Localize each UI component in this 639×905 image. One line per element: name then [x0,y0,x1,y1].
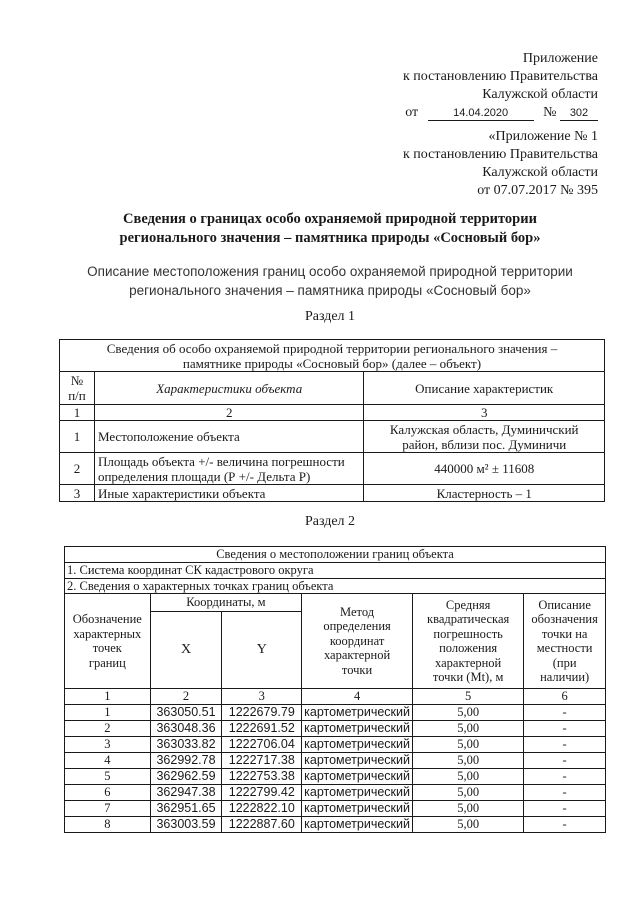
hdr-line: точки на [541,626,588,641]
row-characteristic-line1: Площадь объекта +/- величина погрешности [97,453,345,469]
hdr-line: определения [323,619,391,634]
col-method-header [302,594,413,689]
row-value [364,421,605,453]
point-method: картометрический [302,752,413,768]
col-point-header [65,594,151,689]
hdr-line: Описание [538,597,591,612]
row-value: Кластерность – 1 [364,485,605,502]
row-value-line2: район, вблизи пос. Думиничи [402,436,567,452]
index-cell: 1 [60,405,95,421]
point-row [65,704,606,720]
hdr-line: точек [92,641,122,655]
row-characteristic-line2: определения площади (Р +/- Дельта Р) [97,468,311,484]
hdr-line: погрешность [433,626,503,641]
hdr-line: характерной [323,648,391,663]
hdr-line: обозначения [531,612,598,626]
point-method: картометрический [302,768,413,784]
table-row [60,421,605,453]
point-error: 5,00 [413,768,524,784]
document-title-line2: регионального значения – памятника природы «Сосновый бор» [119,230,541,246]
point-number: 3 [65,736,151,752]
hdr-line: квадратическая [427,612,510,626]
hdr-line: границ [88,655,126,670]
row-number: 1 [60,421,95,453]
point-method: картометрический [302,784,413,800]
appendix-title: Приложение [522,51,598,66]
appendix-date-line [300,104,598,122]
index-cell: 6 [524,689,606,705]
point-error: 5,00 [413,720,524,736]
row-characteristic [94,421,364,453]
original-appendix-region: Калужской области [482,165,598,180]
point-error: 5,00 [413,800,524,816]
point-marking: - [524,720,606,736]
col-error-header [413,594,524,689]
col-number-header [60,372,95,405]
point-error: 5,00 [413,704,524,720]
hdr-line: координат [329,633,385,648]
point-marking: - [524,784,606,800]
point-y: 1222706.04 [222,736,302,752]
row-characteristic: Иные характеристики объекта [94,485,364,502]
point-row [65,752,606,768]
resolution-date: 14.04.2020 [428,106,534,121]
col-description-header: Описание характеристик [364,372,605,405]
point-y: 1222679.79 [222,704,302,720]
point-number: 4 [65,752,151,768]
table-row [60,485,605,502]
row-value-line1: Калужская область, Думиничский [389,421,579,437]
point-marking: - [524,752,606,768]
point-row [65,816,606,832]
point-marking: - [524,704,606,720]
caption-line2: памятнике природы «Сосновый бор» (далее – объект) [182,355,482,371]
hdr-line: точки (Mt), м [432,670,504,684]
point-row [65,784,606,800]
row-value: 440000 м² ± 11608 [364,453,605,485]
point-number: 2 [65,720,151,736]
point-y: 1222822.10 [222,800,302,816]
appendix-resolution: к постановлению Правительства [402,69,598,84]
table-row [60,453,605,485]
original-appendix-header [300,128,598,200]
col-characteristics-header: Характеристики объекта [94,372,364,405]
point-error: 5,00 [413,784,524,800]
point-method: картометрический [302,816,413,832]
col-coordinates-header: Координаты, м [150,594,302,612]
col-num-line2: п/п [68,388,86,403]
point-y: 1222717.38 [222,752,302,768]
resolution-number: 302 [560,106,598,121]
index-cell: 2 [150,689,222,705]
point-row [65,720,606,736]
point-method: картометрический [302,704,413,720]
point-marking: - [524,816,606,832]
point-method: картометрический [302,800,413,816]
coordinate-system: 1. Система координат СК кадастрового округа [65,563,606,579]
point-x: 362962.59 [150,768,222,784]
point-marking: - [524,736,606,752]
appendix-header [300,50,598,122]
hdr-line: характерной [435,655,502,670]
point-x: 362951.65 [150,800,222,816]
row-characteristic-text: Местоположение объекта [97,429,240,444]
point-number: 8 [65,816,151,832]
point-row [65,768,606,784]
number-label: № [543,105,557,120]
index-cell: 3 [222,689,302,705]
hdr-line: Средняя [445,597,491,612]
document-title [20,210,639,248]
point-x: 362947.38 [150,784,222,800]
col-marking-header [524,594,606,689]
document-title-line1: Сведения о границах особо охраняемой природной территории [123,211,537,227]
point-error: 5,00 [413,816,524,832]
col-y-header: Y [222,612,302,689]
object-info-table [59,339,605,502]
point-marking: - [524,800,606,816]
appendix-region: Калужской области [482,87,598,102]
point-x: 363050.51 [150,704,222,720]
point-x: 363048.36 [150,720,222,736]
point-y: 1222887.60 [222,816,302,832]
row-number: 3 [60,485,95,502]
section2-label: Раздел 2 [304,514,356,529]
hdr-line: (при [552,655,577,670]
object-info-caption [60,340,605,372]
boundary-caption: Сведения о местоположении границ объекта [65,547,606,563]
caption-line1: Сведения об особо охраняемой природной территории регионального значения – [106,340,558,356]
hdr-line: Обозначение [72,612,142,626]
description-line2: регионального значения – памятника природы «Сосновый бор» [129,283,531,298]
row-characteristic [94,453,364,485]
col-num-line1: № [70,373,84,388]
point-number: 6 [65,784,151,800]
from-label: от [405,105,419,120]
index-cell: 3 [364,405,605,421]
point-y: 1222799.42 [222,784,302,800]
boundary-points-table [64,546,606,833]
hdr-line: Метод [340,604,375,619]
index-cell: 1 [65,689,151,705]
original-appendix-resolution: к постановлению Правительства [402,147,598,162]
original-appendix-title: «Приложение № 1 [488,129,598,144]
point-number: 1 [65,704,151,720]
point-x: 363033.82 [150,736,222,752]
document-description [20,262,639,300]
row-number: 2 [60,453,95,485]
point-row [65,736,606,752]
point-x: 362992.78 [150,752,222,768]
point-error: 5,00 [413,752,524,768]
point-error: 5,00 [413,736,524,752]
hdr-line: характерных [73,626,142,641]
point-y: 1222691.52 [222,720,302,736]
original-appendix-date: от 07.07.2017 № 395 [477,183,598,198]
point-x: 363003.59 [150,816,222,832]
points-subtitle: 2. Сведения о характерных точках границ объекта [65,578,606,594]
point-number: 7 [65,800,151,816]
point-number: 5 [65,768,151,784]
col-x-header: X [150,612,222,689]
index-cell: 4 [302,689,413,705]
index-cell: 5 [413,689,524,705]
hdr-line: положения [439,641,498,655]
hdr-line: точки [341,662,373,677]
description-line1: Описание местоположения границ особо охраняемой природной территории [87,264,573,279]
point-row [65,800,606,816]
point-method: картометрический [302,720,413,736]
point-marking: - [524,768,606,784]
section1-label: Раздел 1 [304,309,356,324]
index-cell: 2 [94,405,364,421]
hdr-line: наличии) [540,670,590,684]
point-y: 1222753.38 [222,768,302,784]
point-method: картометрический [302,736,413,752]
hdr-line: местности [536,641,593,655]
